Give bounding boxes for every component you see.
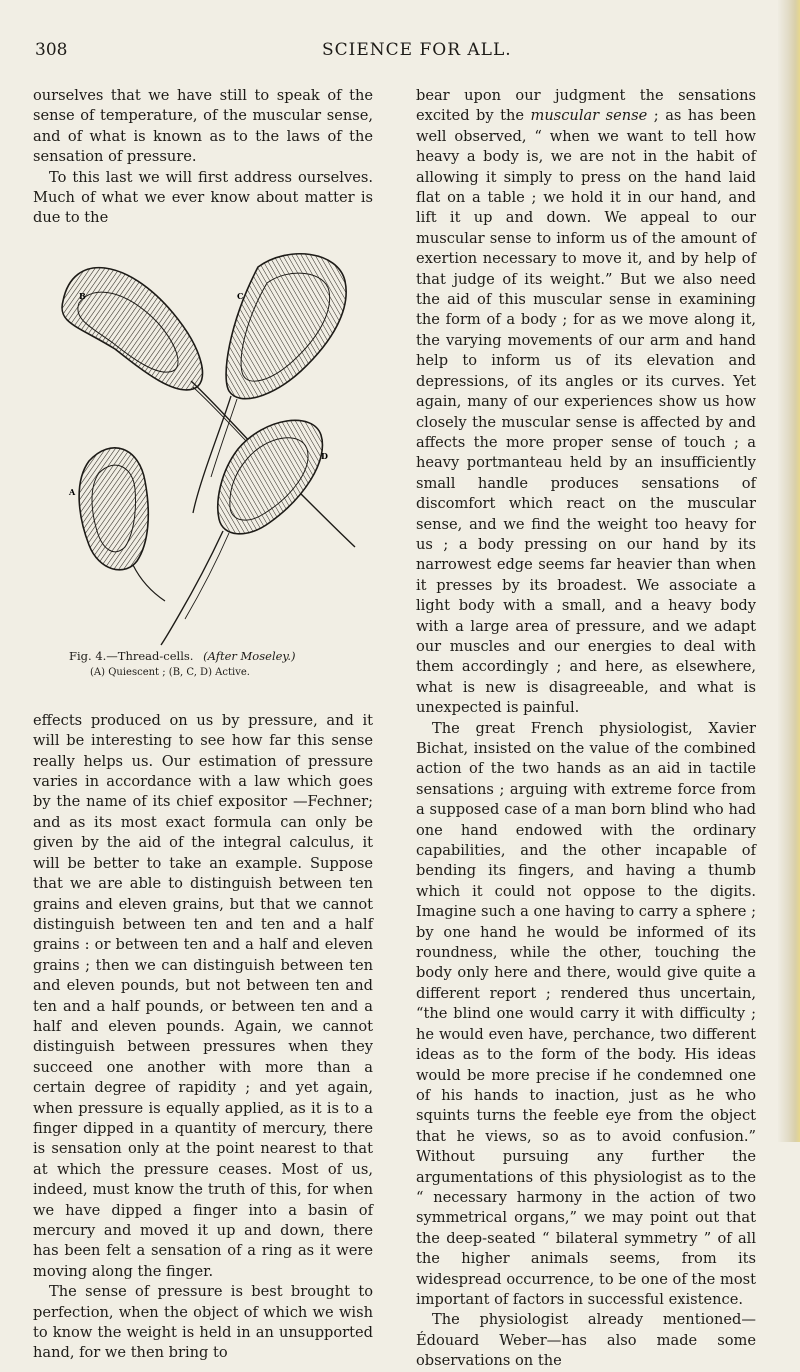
label-b: B (79, 290, 86, 301)
caption-main: Fig. 4.—Thread-cells. (69, 648, 194, 663)
paragraph: The great French physiologist, Xavier Bichat, insisted on the value of the combined action of the two hands as an aid in tactile sensations ; arguing with extreme force from a supposed case of a man born blind who had one hand endowed with the ordinary capabilities, and the other incapable of bending its fingers, and having a thumb which it could not oppose to the digits. Imagine such a one having to carry a sphere ; by one hand he would be informed of its roundness, while the other, touching the body only here and there, would give quite a different report ; rendered thus uncertain, “the blind one would carry it with difficulty ; he would even have, perchance, two different ideas as to the form of the body. His ideas would be more precise if he condemned one of his hands to inaction, just as he who squints turns the feeble eye from the object that he views, so as to avoid confusion.” Without pursuing any further the argumentations of this physiologist as to the “ necessary harmony in the action of two symmetrical organs,” we may point out that the deep-seated “ bilateral symmetry ” of all the higher animals seems, from its widespread occurrence, to be one of the most important of factors in successful existence. (416, 719, 756, 1308)
paragraph: The sense of pressure is best brought to perfection, when the object of which we wish to know the weight is held in an unsupported hand, for we then bring to (33, 1283, 373, 1362)
paragraph: ourselves that we have still to speak of the sense of temperature, of the muscular sense, and of what is known as to the laws of the sensation of pressure. (33, 87, 373, 166)
text-run: bear upon our judgment the sensations excited by the (416, 87, 756, 125)
label-c: C (237, 290, 244, 301)
paragraph: effects produced on us by pressure, and it will be interesting to see how far this sense really helps us. Our estimation of pressure varies in accordance with a law which goes by the name of its chief expositor —Fechner; and as its most exact formula can only be given by the aid of the integral calculus, it will be better to take an example. Suppose that we are able to distinguish between ten grains and eleven grains, but that we cannot distinguish between ten and ten and a half grains : or between ten and a half and eleven grains ; then we can distinguish between ten and eleven pounds, but not between ten and ten and a half pounds, or between ten and a half and eleven pounds. Again, we cannot distinguish between pressures when they succeed one another with more than a certain degree of rapidity ; and yet again, when pressure is equally applied, as it is to a finger dipped in a quantity of mercury, there is sensation only at the point nearest to that at which the pressure ceases. Most of us, indeed, must know the truth of this, for when we have dipped a finger into a basin of mercury and moved it up and down, there has been felt a sensation of a ring as it were moving along the finger. (33, 711, 373, 1280)
page-header (0, 40, 800, 64)
thread-cell-a (79, 448, 165, 601)
figure-subcaption: (A) Quiescent ; (B, C, D) Active. (90, 666, 250, 678)
page-edge (778, 0, 800, 1142)
italic-term: muscular sense (530, 107, 648, 125)
running-title: SCIENCE FOR ALL. (322, 40, 512, 60)
paragraph: The physiologist already mentioned—Édouard Weber—has also made some observations on the (416, 1311, 756, 1370)
paragraph: To this last we will first address ourselves. Much of what we ever know about matter is due to the (33, 168, 373, 227)
left-column (33, 86, 373, 1364)
paragraph (416, 86, 756, 719)
page-number: 308 (35, 40, 68, 60)
text-run: ; as has been well observed, “ when we want to tell how heavy a body is, we are not in the habit of allowing it simply to press on the hand laid flat on a table ; we hold it in our hand, and lift it up and down. We appeal to our muscular sense to inform us of the amount of exertion necessary to move it, and by help of that judge of its weight.” But we also need the aid of this muscular sense in examining the form of a body ; for as we move along it, the varying movements of our arm and hand help to inform us of its elevation and depressions, of its angles or its curves. Yet again, many of our experiences show us how closely the muscular sense is affected by and affects the more proper sense of touch ; a heavy portmanteau held by an insufficiently small handle produces sensations of discomfort which react on the muscular sense, and we find the weight too heavy for us ; a body pressing on our hand by its narrowest edge seems far heavier than when it presses by its broadest. We associate a light body with a small, and a heavy body with a large area of pressure, and we adapt our muscles and our energies to deal with them accordingly ; and here, as elsewhere, what is new is disagreeable, and what is unexpected is painful. (416, 107, 756, 717)
caption-credit: (After Moseley.) (203, 648, 296, 663)
thread-cell-d (161, 420, 322, 645)
thread-cells-figure (33, 231, 373, 711)
label-d: D (321, 450, 328, 461)
label-a: A (69, 486, 76, 497)
right-column (416, 86, 756, 1372)
thread-cells-illustration (33, 231, 373, 711)
